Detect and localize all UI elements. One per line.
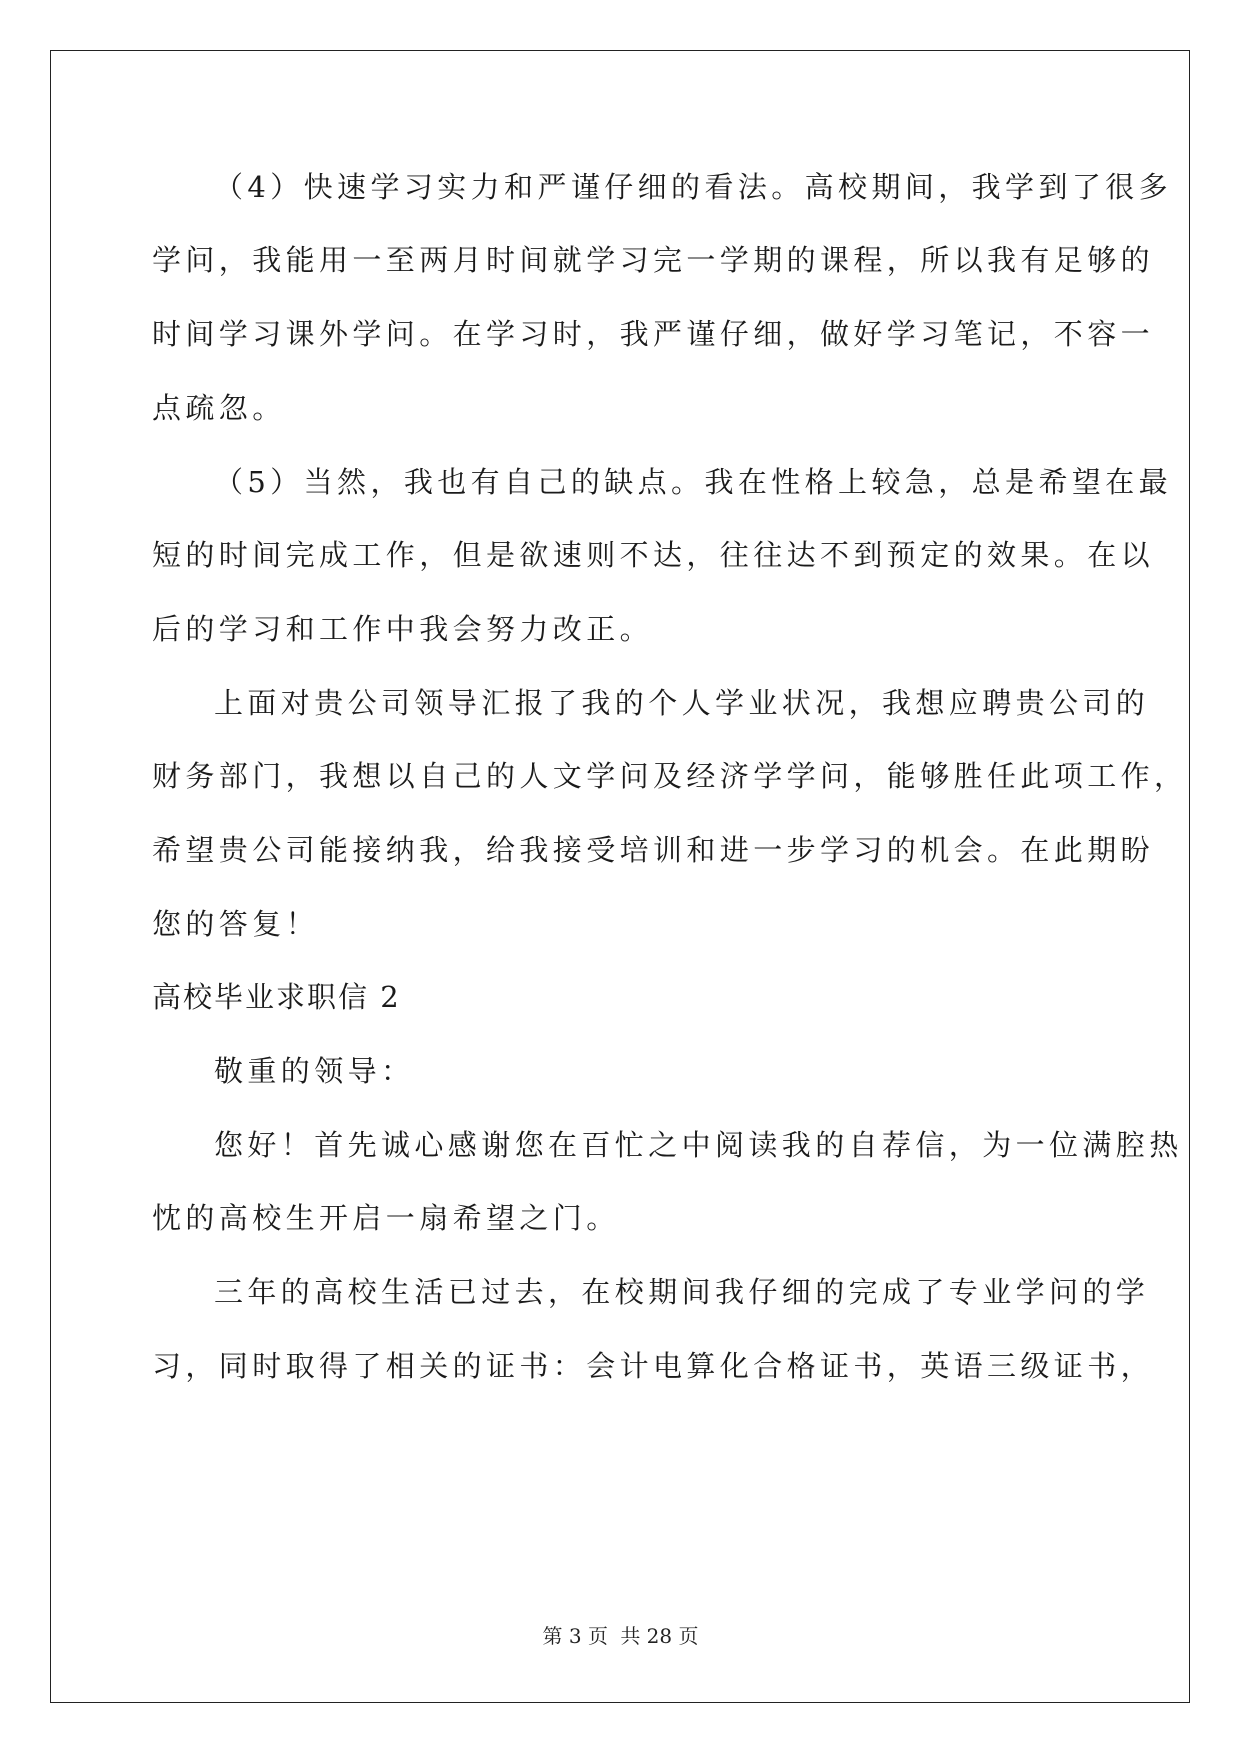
paragraph-line: （4）快速学习实力和严谨仔细的看法。高校期间，我学到了很多 <box>214 170 1173 204</box>
paragraph-line: 习，同时取得了相关的证书：会计电算化合格证书，英语三级证书， <box>152 1349 1155 1383</box>
paragraph-line: 财务部门，我想以自己的人文学问及经济学学问，能够胜任此项工作， <box>152 759 1188 793</box>
paragraph-line: 短的时间完成工作，但是欲速则不达，往往达不到预定的效果。在以 <box>152 538 1155 572</box>
paragraph-line: 您好！首先诚心感谢您在百忙之中阅读我的自荐信，为一位满腔热 <box>214 1128 1183 1162</box>
paragraph-line: 上面对贵公司领导汇报了我的个人学业状况，我想应聘贵公司的 <box>214 686 1150 720</box>
salutation: 敬重的领导： <box>214 1054 415 1088</box>
paragraph-line: 三年的高校生活已过去，在校期间我仔细的完成了专业学问的学 <box>214 1275 1150 1309</box>
section-heading: 高校毕业求职信 2 <box>152 980 401 1014</box>
page-border <box>50 50 1190 1703</box>
paragraph-line: 您的答复！ <box>152 907 320 941</box>
paragraph-line: 忱的高校生开启一扇希望之门。 <box>152 1201 620 1235</box>
paragraph-line: （5）当然，我也有自己的缺点。我在性格上较急，总是希望在最 <box>214 465 1173 499</box>
total-pages: 共 28 页 <box>620 1624 699 1648</box>
page-footer <box>0 1620 1241 1649</box>
paragraph-line: 时间学习课外学问。在学习时，我严谨仔细，做好学习笔记，不容一 <box>152 317 1155 351</box>
paragraph-line: 学问，我能用一至两月时间就学习完一学期的课程，所以我有足够的 <box>152 243 1155 277</box>
paragraph-line: 希望贵公司能接纳我，给我接受培训和进一步学习的机会。在此期盼 <box>152 833 1155 867</box>
paragraph-line: 后的学习和工作中我会努力改正。 <box>152 612 654 646</box>
paragraph-line: 点疏忽。 <box>152 391 286 425</box>
page-number: 第 3 页 <box>542 1624 608 1648</box>
